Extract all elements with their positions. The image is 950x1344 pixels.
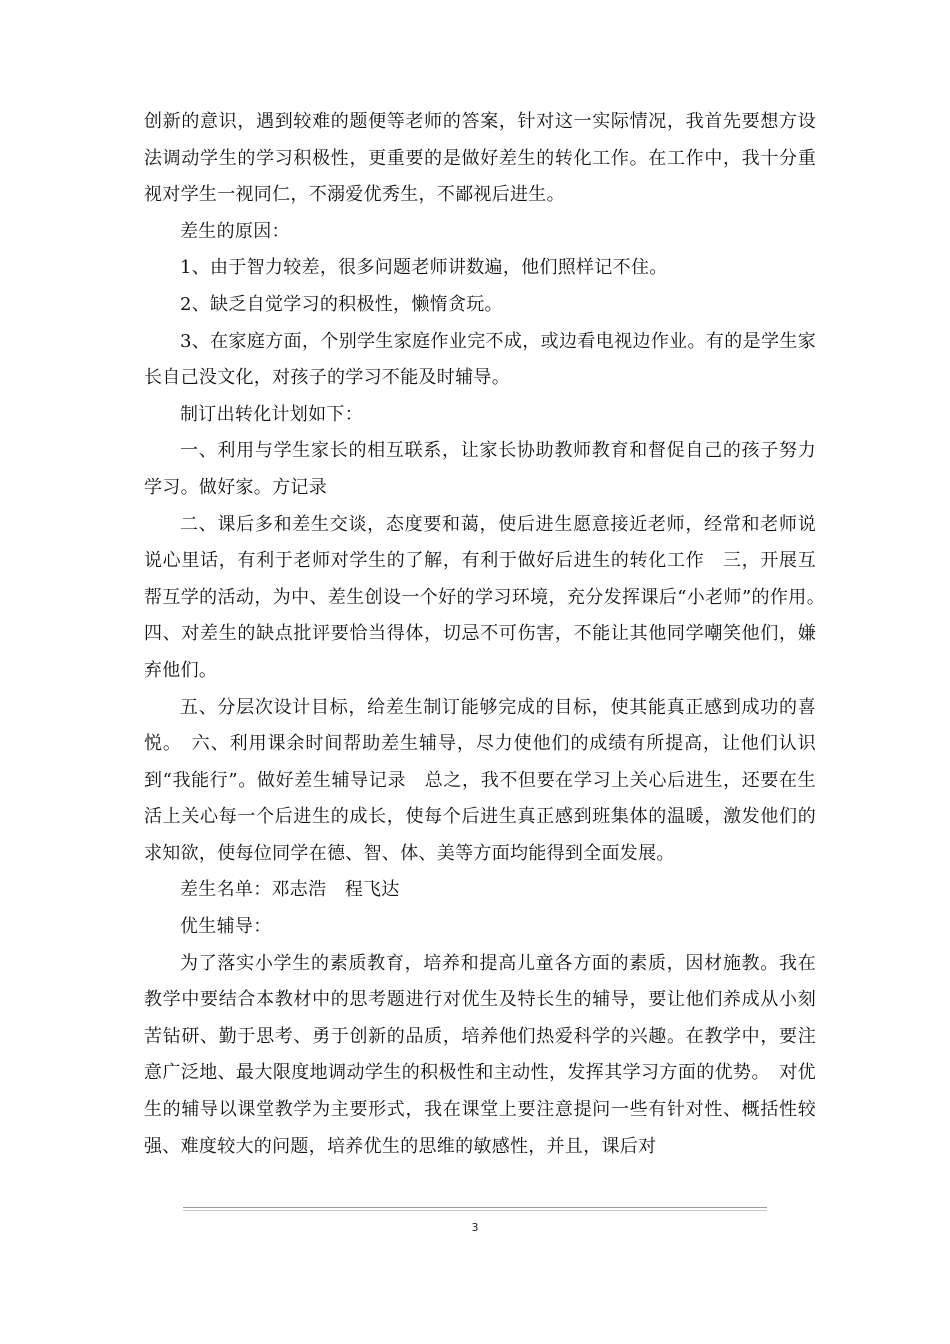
- paragraph-1: 创新的意识，遇到较难的题便等老师的答案，针对这一实际情况，我首先要想方设法调动学生的学习积极性，更重要的是做好差生的转化工作。在工作中，我十分重视对学生一视同仁，不溺爱优秀生，不鄙视后进生。: [144, 111, 816, 206]
- paragraph-6: 制订出转化计划如下：: [180, 403, 363, 425]
- paragraph-3: 1、由于智力较差，很多问题老师讲数遍，他们照样记不住。: [180, 257, 668, 279]
- paragraph-2: 差生的原因：: [180, 220, 290, 242]
- paragraph-10: 差生名单：邓志浩 程飞达: [180, 879, 400, 901]
- paragraph-8: 二、课后多和差生交谈，态度要和蔼，使后进生愿意接近老师，经常和老师说说心里话，有利于老师对学生的了解，有利于做好后进生的转化工作 三，开展互帮互学的活动，为中、差生创设一个好的学习环境，充分发挥课后“小老师”的作用。 四、对差生的缺点批评要恰当得体，切忌不可伤害，不能让其他同学嘲笑他们，嫌弃他们。: [144, 513, 835, 681]
- paragraph-12: 为了落实小学生的素质教育，培养和提高儿童各方面的素质，因材施教。我在教学中要结合本教材中的思考题进行对优生及特长生的辅导，要让他们养成从小刻苦钻研、勤于思考、勇于创新的品质，培养他们热爱科学的兴趣。在教学中，要注意广泛地、最大限度地调动学生的积极性和主动性，发挥其学习方面的优势。 对优生的辅导以课堂教学为主要形式，我在课堂上要注意提问一些有针对性、概括性较强、难度较大的问题，培养优生的思维的敏感性，并且，课后对: [144, 952, 816, 1157]
- paragraph-4: 2、缺乏自觉学习的积极性，懒惰贪玩。: [180, 293, 503, 315]
- paragraph-5: 3、在家庭方面，个别学生家庭作业完不成，或边看电视边作业。有的是学生家长自己没文化，对孩子的学习不能及时辅导。: [144, 330, 816, 389]
- paragraph-9: 五、分层次设计目标，给差生制订能够完成的目标，使其能真正感到成功的喜悦。 六、利用课余时间帮助差生辅导，尽力使他们的成绩有所提高，让他们认识到“我能行”。做好差生辅导记录 总之，我不但要在学习上关心后进生，还要在生活上关心每一个后进生的成长，使每个后进生真正感到班集体的温暖，激发他们的求知欲，使每位同学在德、智、体、美等方面均能得到全面发展。: [144, 696, 816, 864]
- document-body: [144, 104, 835, 1165]
- paragraph-11: 优生辅导：: [180, 916, 272, 938]
- page-number: 3: [471, 1221, 479, 1234]
- paragraph-7: 一、利用与学生家长的相互联系，让家长协助教师教育和督促自己的孩子努力学习。做好家。方记录: [144, 440, 816, 498]
- footer-divider: [183, 1207, 767, 1211]
